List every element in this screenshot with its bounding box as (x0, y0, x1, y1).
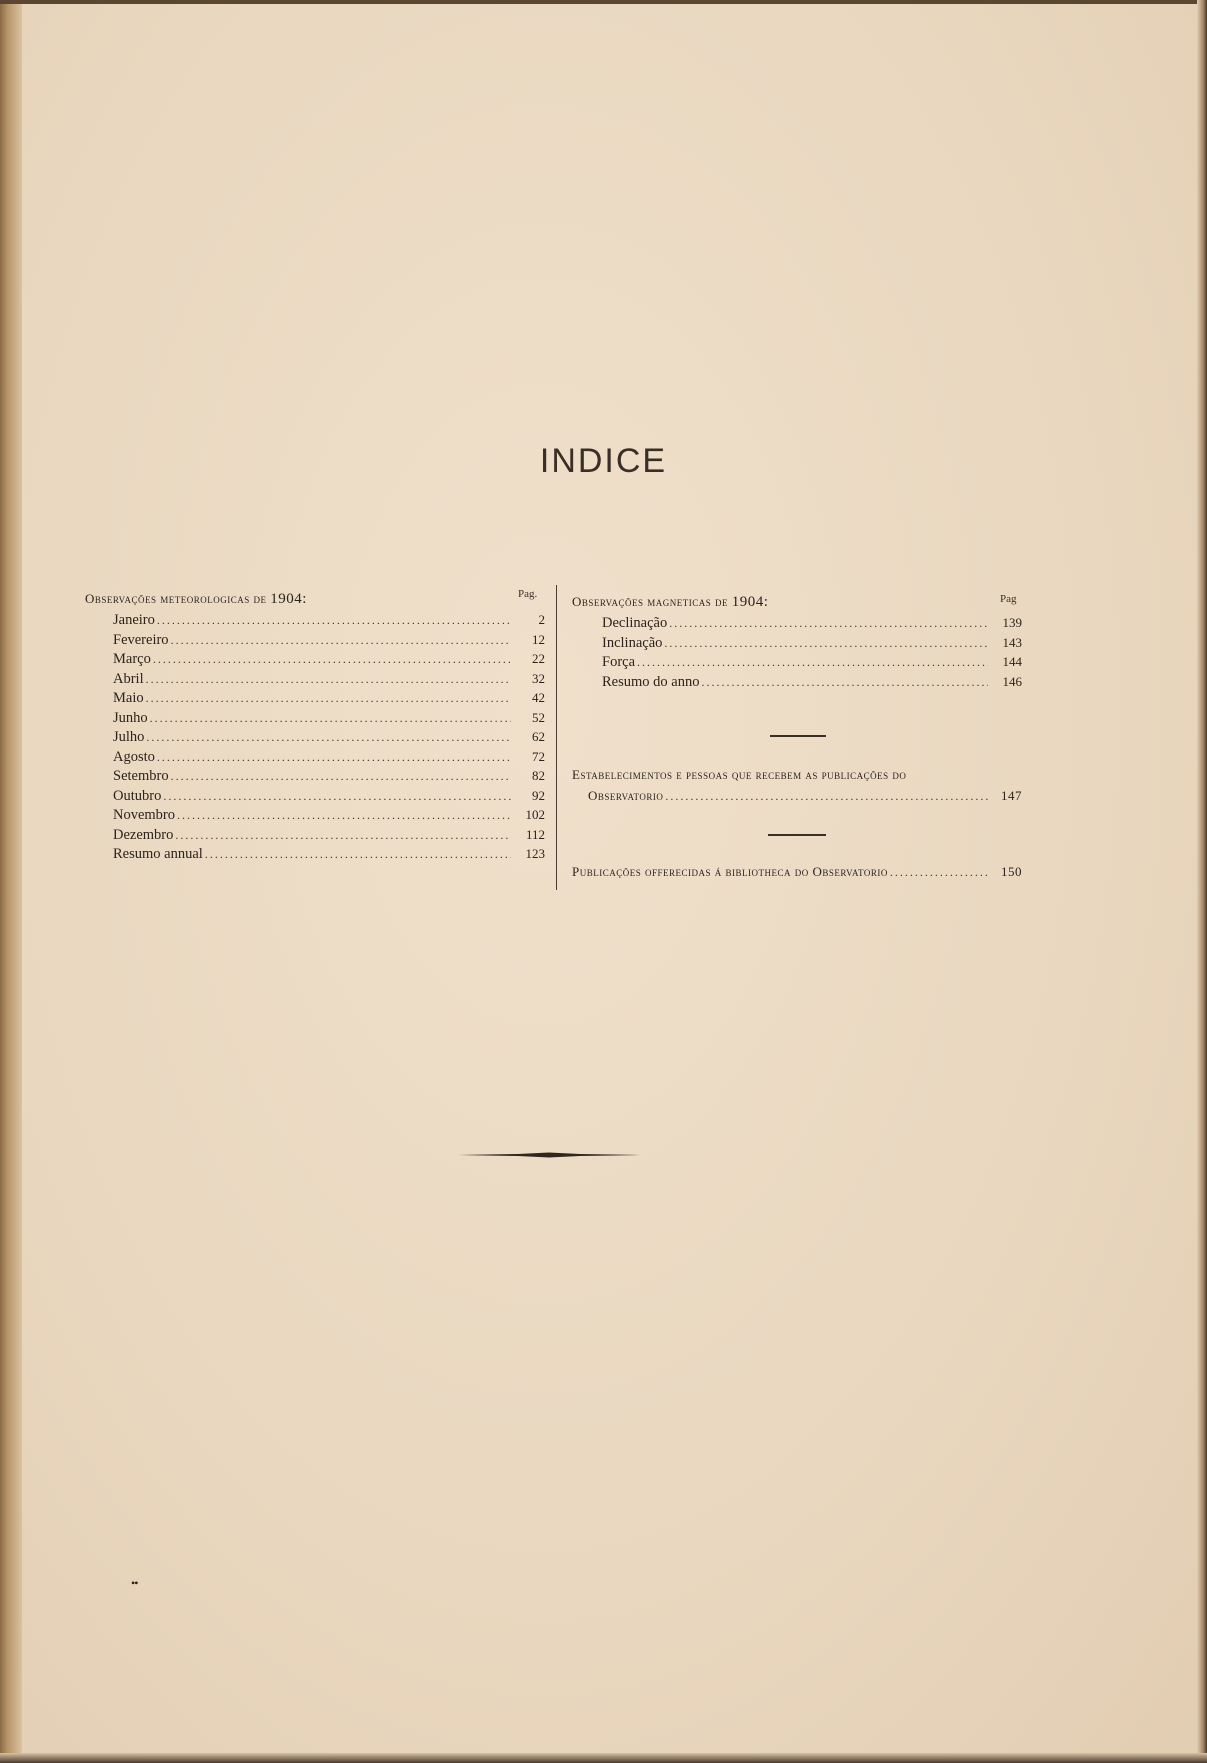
toc-entry-page: 112 (525, 826, 545, 842)
toc-entry-resumo-annual[interactable] (85, 844, 545, 864)
toc-entry-label: Março (113, 651, 151, 667)
magnetic-heading (572, 591, 1022, 613)
toc-entry-publicacoes[interactable] (572, 862, 1022, 882)
meteorological-heading (85, 588, 545, 610)
binding-edge-left (0, 0, 22, 1763)
toc-entry-label: Setembro (113, 768, 169, 784)
tapered-rule-ornament (458, 1152, 640, 1158)
toc-entry-page: 92 (532, 787, 545, 803)
publicacoes-section (572, 862, 1022, 882)
toc-entry-abril[interactable] (85, 669, 545, 689)
toc-entry-observatorio[interactable] (572, 786, 1022, 806)
toc-entry-page: 32 (532, 670, 545, 686)
toc-entry-label: Agosto (113, 748, 155, 765)
left-pag-label: Pag. (518, 588, 538, 600)
toc-entry-label: Janeiro (113, 612, 155, 628)
toc-entry-dezembro[interactable] (85, 825, 545, 845)
toc-entry-page: 123 (525, 846, 545, 861)
toc-entry-label: Junho (113, 709, 148, 726)
dot-leader (157, 748, 511, 768)
toc-entry-label: Força (602, 654, 636, 670)
toc-entry-page: 22 (532, 651, 545, 666)
dot-leader (153, 650, 511, 670)
toc-entry-page: 143 (1002, 634, 1022, 650)
toc-entry-page: 146 (1002, 673, 1022, 689)
dot-leader (665, 787, 988, 807)
toc-entry-label: Dezembro (113, 826, 174, 843)
estabelecimentos-line-1: Estabelecimentos e pessoas que recebem as publicações do (572, 767, 907, 782)
toc-entry-label: Novembro (113, 807, 176, 823)
page-edge-top (0, 0, 1207, 4)
dot-leader (146, 728, 511, 748)
toc-entry-label: Observatorio (588, 788, 664, 803)
column-divider (556, 585, 557, 890)
meteorological-heading-year: 1904: (270, 591, 307, 607)
dot-leader (146, 689, 511, 709)
dot-leader (669, 614, 988, 634)
right-pag-label: Pag (1000, 593, 1017, 605)
toc-entry-label: Julho (113, 729, 145, 745)
page-title: INDICE (539, 442, 668, 480)
dot-leader (146, 670, 511, 690)
toc-entry-agosto[interactable] (85, 747, 545, 767)
toc-entry-label: Fevereiro (113, 631, 169, 648)
toc-entry-page: 12 (532, 631, 545, 647)
toc-entry-label: Abril (113, 670, 144, 687)
toc-entry-page: 2 (538, 612, 545, 627)
dot-leader (177, 806, 511, 826)
toc-entry-label: Outubro (113, 787, 162, 804)
toc-entry-setembro[interactable] (85, 766, 545, 786)
meteorological-heading-text: Observações meteorologicas de (85, 591, 267, 606)
toc-entry-marco[interactable] (85, 649, 545, 669)
toc-entry-junho[interactable] (85, 708, 545, 728)
toc-entry-page: 139 (1002, 615, 1022, 630)
dot-leader (150, 709, 511, 729)
toc-entry-page: 102 (525, 807, 545, 822)
toc-entry-maio[interactable] (85, 688, 545, 708)
toc-entry-page: 42 (532, 690, 545, 705)
toc-entry-outubro[interactable] (85, 786, 545, 806)
toc-entry-label: Publicações offerecidas á bibliotheca do Observatorio (572, 864, 888, 879)
estabelecimentos-section (572, 764, 1022, 806)
page-edge-right (1197, 0, 1207, 1763)
toc-entry-declinacao[interactable] (572, 613, 1022, 633)
toc-entry-label: Inclinação (602, 634, 663, 651)
page-edge-bottom (0, 1753, 1207, 1763)
dot-leader (175, 826, 511, 846)
dot-leader (205, 845, 511, 865)
magnetic-heading-text: Observações magneticas de (572, 594, 729, 609)
toc-entry-page: 150 (1001, 864, 1022, 879)
toc-entry-inclinacao[interactable] (572, 633, 1022, 653)
dot-leader (171, 631, 511, 651)
dot-leader (637, 653, 988, 673)
left-index-column (85, 588, 545, 864)
toc-entry-novembro[interactable] (85, 805, 545, 825)
dot-leader (664, 634, 988, 654)
toc-entry-page: 147 (1001, 788, 1022, 803)
section-rule (770, 735, 826, 737)
dot-leader (157, 611, 511, 631)
toc-entry-label: Resumo annual (113, 846, 203, 862)
dot-leader (890, 863, 988, 883)
toc-entry-page: 52 (532, 709, 545, 725)
toc-entry-label: Declinação (602, 615, 668, 631)
toc-entry-resumo-do-anno[interactable] (572, 672, 1022, 692)
toc-entry-label: Maio (113, 690, 144, 706)
right-index-column (572, 591, 1022, 691)
toc-entry-julho[interactable] (85, 727, 545, 747)
dot-leader (171, 767, 511, 787)
section-rule (768, 834, 826, 836)
toc-entry-page: 82 (532, 768, 545, 783)
ink-specks: •• (131, 1576, 138, 1590)
toc-entry-label: Resumo do anno (602, 673, 700, 690)
toc-entry-janeiro[interactable] (85, 610, 545, 630)
dot-leader (701, 673, 988, 693)
toc-entry-page: 144 (1002, 654, 1022, 669)
dot-leader (163, 787, 511, 807)
toc-entry-page: 72 (532, 748, 545, 764)
magnetic-heading-year: 1904: (731, 594, 769, 610)
toc-entry-fevereiro[interactable] (85, 630, 545, 650)
toc-entry-page: 62 (532, 729, 545, 744)
toc-entry-forca[interactable] (572, 652, 1022, 672)
